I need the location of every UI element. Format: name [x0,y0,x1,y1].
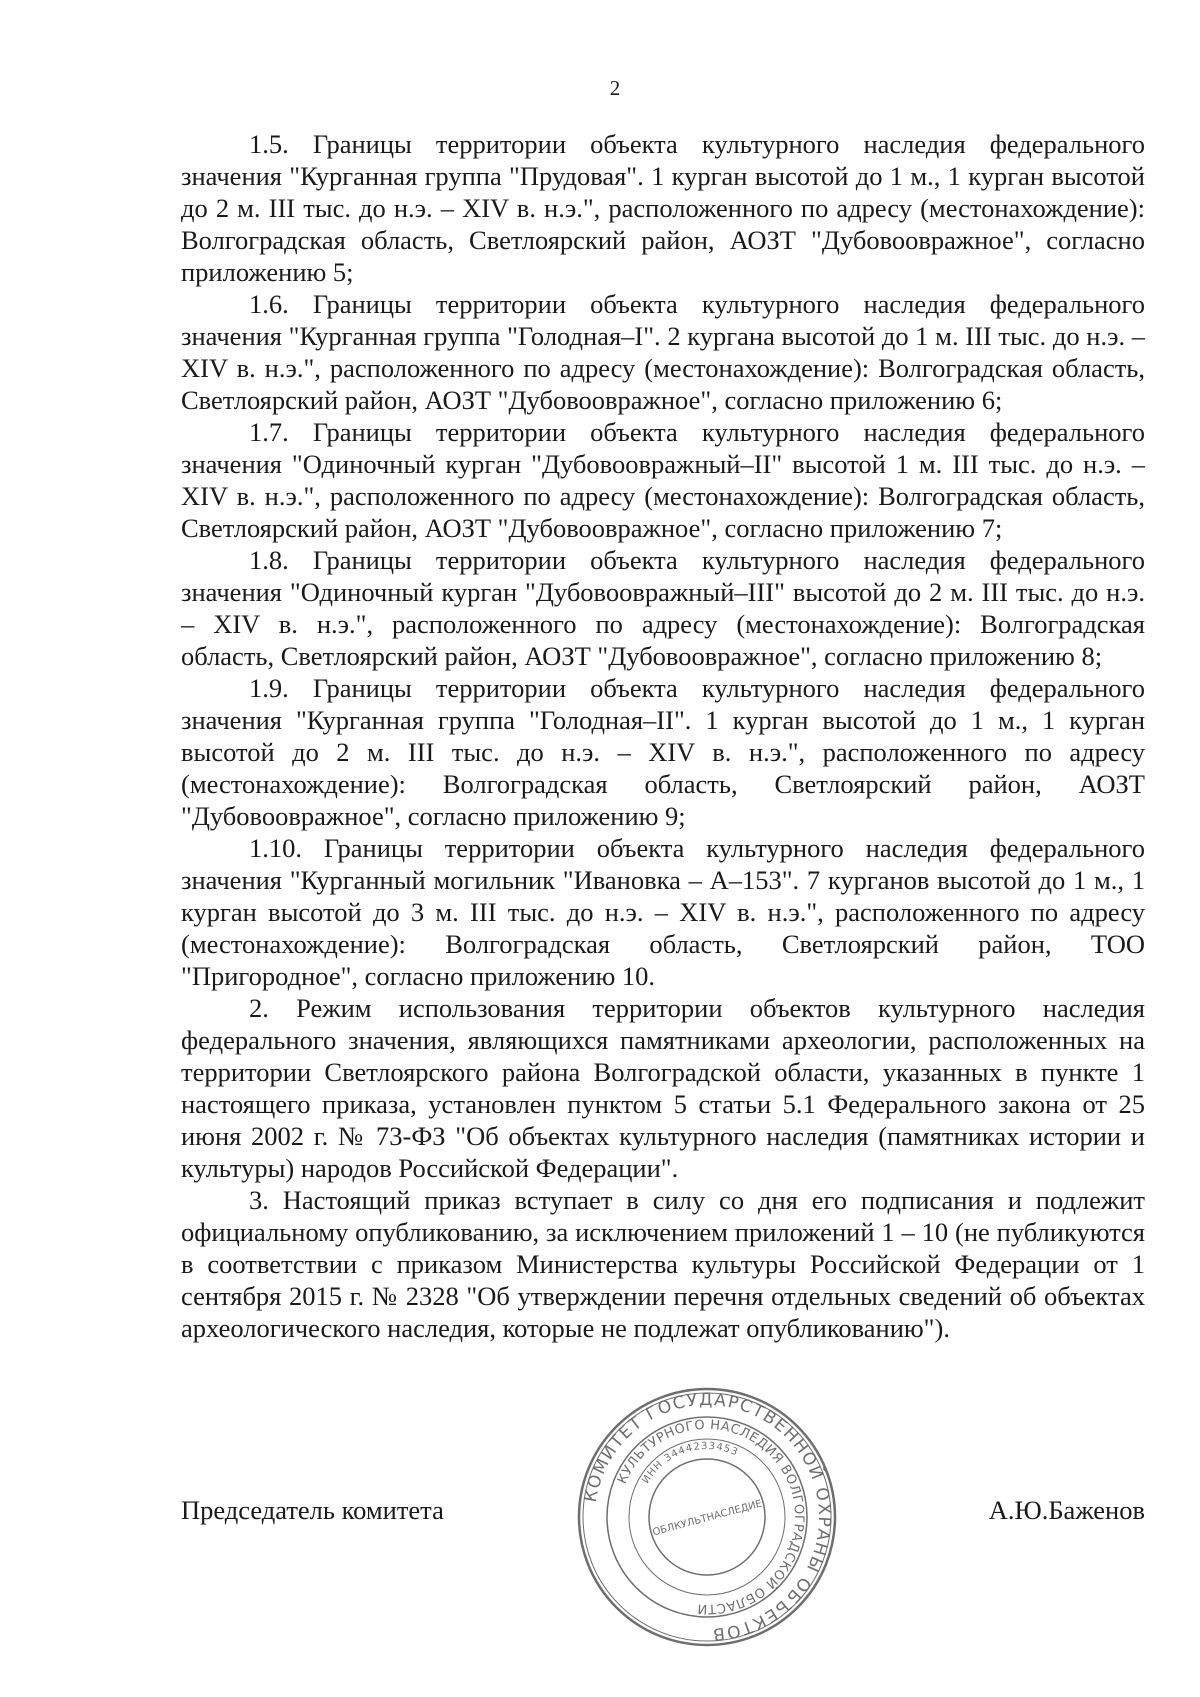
seal-outer-text: КОМИТЕТ ГОСУДАРСТВЕННОЙ ОХРАНЫ ОБЪЕКТОВ [580,1389,835,1645]
paragraph-2: 2. Режим использования территории объектов культурного наследия федерального значения, являющихся памятниками археологии, расположенных на территории Светлоярского района Волгоградской области, указанных в пункте 1 настоящего приказа, установлен пунктом 5 статьи 5.1 Федерального закона от 25 июня 2002 г. № 73-ФЗ "Об объектах культурного наследия (памятниках истории и культуры) народов Российской Федерации". [181,993,1145,1183]
document-body [181,128,1145,1344]
official-seal-stamp [572,1382,842,1652]
seal-inn-text: ИНН 3444233453 [640,1440,741,1486]
paragraph-1-10: 1.10. Границы территории объекта культурного наследия федерального значения "Курганный могильник "Ивановка – А–153". 7 курганов высотой до 1 м., 1 курган высотой до 3 м. III тыс. до н.э. – XIV в. н.э.", расположенного по адресу (местонахождение): Волгоградская область, Светлоярский район, ТОО "Пригородное", согласно приложению 10. [181,833,1145,991]
paragraph-1-8: 1.8. Границы территории объекта культурного наследия федерального значения "Одиночный курган "Дубовоовражный–III" высотой до 2 м. III тыс. до н.э. – XIV в. н.э.", расположенного по адресу (местонахождение): Волгоградская область, Светлоярский район, АОЗТ "Дубовоовражное", согласно приложению 8; [181,545,1145,671]
seal-inner-text: КУЛЬТУРНОГО НАСЛЕДИЯ ВОЛГОГРАДСКОЙ ОБЛАСТИ [615,1417,807,1617]
paragraph-1-6: 1.6. Границы территории объекта культурного наследия федерального значения "Курганная группа "Голодная–I". 2 кургана высотой до 1 м. III тыс. до н.э. – XIV в. н.э.", расположенного по адресу (местонахождение): Волгоградская область, Светлоярский район, АОЗТ "Дубовоовражное", согласно приложению 6; [181,289,1145,415]
paragraph-3: 3. Настоящий приказ вступает в силу со дня его подписания и подлежит официальному опубликованию, за исключением приложений 1 – 10 (не публикуются в соответствии с приказом Министерства культуры Российской Федерации от 1 сентября 2015 г. № 2328 "Об утверждении перечня отдельных сведений об объектах археологического наследия, которые не подлежат опубликованию"). [181,1185,1145,1343]
page-number: 2 [609,76,621,100]
paragraph-1-9: 1.9. Границы территории объекта культурного наследия федерального значения "Курганная группа "Голодная–II". 1 курган высотой до 1 м., 1 курган высотой до 2 м. III тыс. до н.э. – XIV в. н.э.", расположенного по адресу (местонахождение): Волгоградская область, Светлоярский район, АОЗТ "Дубовоовражное", согласно приложению 9; [181,673,1145,831]
seal-center-text: ОБЛКУЛЬТНАСЛЕДИЕ [651,1498,764,1539]
seal-graphic [572,1382,842,1652]
paragraph-1-5: 1.5. Границы территории объекта культурного наследия федерального значения "Курганная группа "Прудовая". 1 курган высотой до 1 м., 1 курган высотой до 2 м. III тыс. до н.э. – XIV в. н.э.", расположенного по адресу (местонахождение): Волгоградская область, Светлоярский район, АОЗТ "Дубовоовражное", согласно приложению 5; [181,129,1145,287]
signatory-name: А.Ю.Баженов [988,1495,1145,1525]
paragraph-1-7: 1.7. Границы территории объекта культурного наследия федерального значения "Одиночный курган "Дубовоовражный–II" высотой 1 м. III тыс. до н.э. – XIV в. н.э.", расположенного по адресу (местонахождение): Волгоградская область, Светлоярский район, АОЗТ "Дубовоовражное", согласно приложению 7; [181,417,1145,543]
signatory-role: Председатель комитета [181,1495,444,1525]
